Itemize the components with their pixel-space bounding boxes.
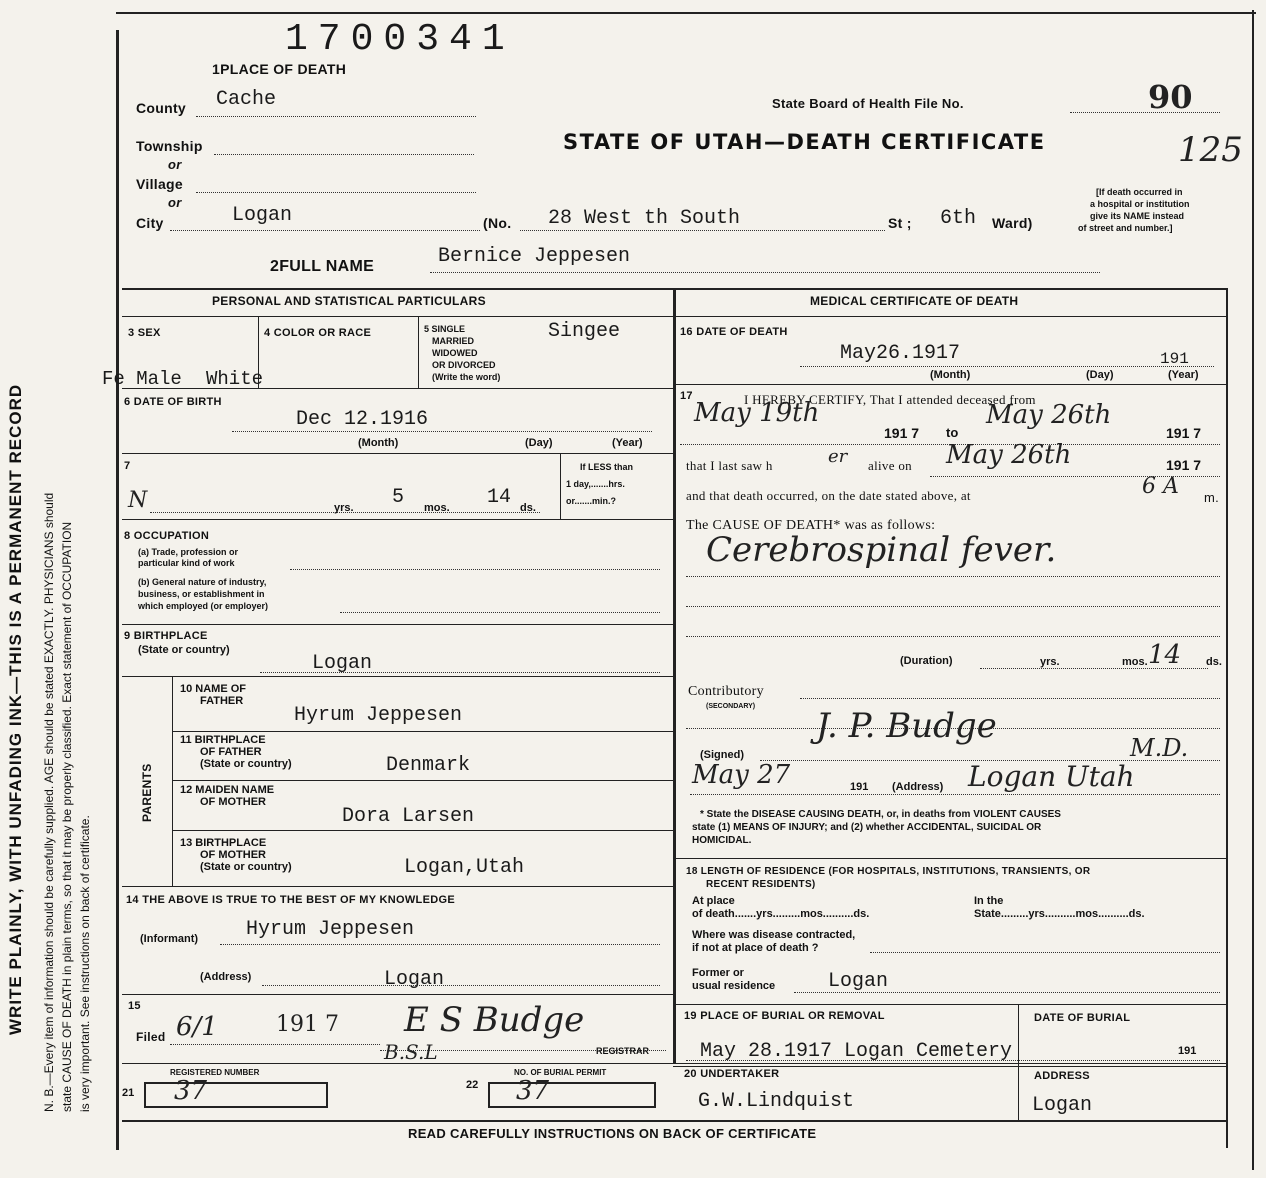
- township-label: Township: [136, 138, 203, 154]
- sidebar-write-plainly: WRITE PLAINLY, WITH UNFADING INK—THIS IS A PERMANENT RECORD: [6, 383, 25, 1035]
- sex-value: Fe Male: [102, 368, 182, 390]
- sidebar-nb-line3: is very important. See instructions on back of certificate.: [78, 815, 92, 1112]
- county-value: Cache: [216, 88, 277, 111]
- sidebar-nb-line2: state CAUSE OF DEATH in plain terms, so that it may be properly classified. Exact statement of OCCUPATION: [60, 521, 74, 1112]
- street-no-label: (No.: [483, 215, 512, 231]
- marital-value: Singee: [548, 320, 621, 343]
- mother-bp-label-3: (State or country): [200, 861, 292, 873]
- frame-right: [1252, 10, 1254, 1170]
- sidebar-nb-line1: N. B.—Every item of information should be carefully supplied. AGE should be stated EXACTLY. PHYSICIANS should: [42, 492, 56, 1112]
- or-label-1: or: [168, 157, 182, 172]
- father-label-2: FATHER: [200, 695, 244, 707]
- undertaker-address-label: ADDRESS: [1034, 1070, 1090, 1082]
- duration-yrs-label: yrs.: [1040, 656, 1060, 668]
- age-yrs-label: yrs.: [334, 502, 354, 514]
- usual-label: usual residence: [692, 980, 776, 992]
- certificate-number: 1700341: [285, 18, 515, 61]
- reg-num-no: 21: [122, 1087, 135, 1099]
- registrar-signature: E S Budge: [404, 1000, 585, 1040]
- informant-label: (Informant): [140, 933, 199, 945]
- street-value: 28 West th South: [548, 207, 741, 230]
- cert-no: 17: [680, 390, 693, 402]
- duration-mos-value: 14: [1148, 640, 1182, 670]
- marital-label-1: 5 SINGLE: [424, 324, 466, 334]
- mother-bp-label-2: OF MOTHER: [200, 849, 266, 861]
- burial-value: May 28.1917 Logan Cemetery: [700, 1040, 1013, 1063]
- frame-left: [116, 30, 119, 1150]
- full-name-label: 2FULL NAME: [270, 258, 375, 275]
- signed-date: May 27: [692, 760, 791, 790]
- residence-label-2: RECENT RESIDENTS): [706, 879, 816, 890]
- mother-bp-label-1: 13 BIRTHPLACE: [180, 837, 267, 849]
- attended-y1: 191 7: [884, 425, 920, 441]
- occupation-b-3: which employed (or employer): [138, 601, 269, 611]
- burial-permit-label: NO. OF BURIAL PERMIT: [514, 1068, 607, 1077]
- burial-year: 191: [1178, 1045, 1197, 1057]
- alive-on-label: alive on: [868, 458, 912, 473]
- reg-num-box: [144, 1082, 328, 1108]
- birthplace-label: 9 BIRTHPLACE: [124, 630, 208, 642]
- father-bp-label-3: (State or country): [200, 758, 292, 770]
- parents-label: PARENTS: [140, 763, 154, 822]
- file-number-value: 90: [1148, 78, 1193, 116]
- certificate-title: STATE OF UTAH—DEATH CERTIFICATE: [563, 130, 1046, 154]
- age-mos-value: 5: [392, 486, 405, 509]
- registrar-label: REGISTRAR: [596, 1046, 650, 1056]
- footer-instructions: READ CAREFULLY INSTRUCTIONS ON BACK OF CERTIFICATE: [408, 1126, 817, 1141]
- reg-num-value: 37: [174, 1076, 208, 1106]
- occupation-a-1: (a) Trade, profession or: [138, 547, 239, 557]
- filed-label: Filed: [136, 1030, 166, 1044]
- age-days-value: 14: [487, 486, 512, 509]
- former-residence-value: Logan: [828, 970, 889, 993]
- signed-label: (Signed): [700, 749, 744, 761]
- occupation-b-1: (b) General nature of industry,: [138, 577, 267, 587]
- age-ds-label: ds.: [520, 502, 536, 514]
- occurred-label: and that death occurred, on the date stated above, at: [686, 488, 971, 503]
- burial-label: 19 PLACE OF BURIAL OR REMOVAL: [684, 1010, 885, 1022]
- less-than-3: or.......min.?: [566, 496, 617, 506]
- dod-value: May26.1917: [840, 342, 961, 365]
- last-saw-label: that I last saw h: [686, 458, 773, 473]
- father-bp-value: Denmark: [386, 754, 471, 777]
- dob-day-label: (Day): [525, 437, 553, 449]
- village-label: Village: [136, 176, 183, 192]
- secondary-label: (SECONDARY): [706, 703, 756, 710]
- date-burial-label: DATE OF BURIAL: [1034, 1012, 1131, 1024]
- certify-text: I HEREBY CERTIFY, That I attended deceased from: [744, 392, 1036, 407]
- burial-permit-box: [488, 1082, 656, 1108]
- medical-header: MEDICAL CERTIFICATE OF DEATH: [810, 294, 1019, 308]
- attended-to: to: [946, 425, 959, 440]
- footnote-line1: * State the DISEASE CAUSING DEATH, or, in deaths from VIOLENT CAUSES: [700, 809, 1061, 820]
- hospital-note-1: [If death occurred in: [1096, 187, 1183, 197]
- dod-label: 16 DATE OF DEATH: [680, 326, 788, 338]
- less-than-1: If LESS than: [580, 462, 634, 472]
- footnote-line2: state (1) MEANS OF INJURY; and (2) whether ACCIDENTAL, SUICIDAL OR: [692, 822, 1042, 833]
- last-saw-er: er: [828, 446, 848, 467]
- cause-value: Cerebrospinal fever.: [706, 530, 1057, 570]
- dod-year-label: (Year): [1168, 369, 1199, 381]
- contracted-label: Where was disease contracted,: [692, 929, 856, 941]
- frame-top: [116, 12, 1256, 14]
- mother-value: Dora Larsen: [342, 805, 475, 828]
- ward-label: Ward): [992, 215, 1033, 231]
- signed-year: 191: [850, 781, 869, 793]
- in-the-label: In the: [974, 895, 1004, 907]
- dod-year: 191: [1160, 350, 1189, 368]
- father-label-1: 10 NAME OF: [180, 683, 247, 695]
- father-value: Hyrum Jeppesen: [294, 704, 463, 727]
- registrar-initials: B.S.L: [384, 1040, 438, 1064]
- attended-y2: 191 7: [1166, 425, 1202, 441]
- marital-label-4: OR DIVORCED: [432, 360, 496, 370]
- death-time: 6 A: [1142, 474, 1179, 499]
- former-label: Former or: [692, 967, 744, 979]
- marital-label-3: WIDOWED: [432, 348, 478, 358]
- handwritten-125: 125: [1178, 130, 1243, 170]
- attended-from: May 19th: [694, 398, 820, 428]
- not-at-place-label: if not at place of death ?: [692, 942, 819, 954]
- signed-address: Logan Utah: [968, 760, 1135, 793]
- age-mark: N: [128, 488, 148, 513]
- undertaker-address-value: Logan: [1032, 1094, 1093, 1117]
- filed-date: 6/1: [176, 1012, 218, 1042]
- age-label: 7: [124, 460, 131, 472]
- footnote-line3: HOMICIDAL.: [692, 835, 752, 846]
- at-place-label: At place: [692, 895, 735, 907]
- less-than-2: 1 day,.......hrs.: [566, 479, 625, 489]
- county-label: County: [136, 100, 187, 116]
- grid-right: [1226, 288, 1228, 1148]
- residence-label: 18 LENGTH OF RESIDENCE (FOR HOSPITALS, INSTITUTIONS, TRANSIENTS, OR: [686, 866, 1091, 877]
- duration-mos-label: mos.: [1122, 656, 1148, 668]
- or-label-2: or: [168, 195, 182, 210]
- undertaker-value: G.W.Lindquist: [698, 1090, 855, 1113]
- color-value: White: [206, 368, 264, 390]
- birthplace-value: Logan: [312, 652, 373, 675]
- sex-label: 3 SEX: [128, 327, 161, 339]
- hospital-note-3: give its NAME instead: [1090, 211, 1185, 221]
- m-label: m.: [1204, 490, 1220, 505]
- birthplace-state-label: (State or country): [138, 644, 230, 656]
- filed-year: 191 7: [276, 1012, 339, 1037]
- father-bp-label-1: 11 BIRTHPLACE: [180, 734, 266, 746]
- alive-date: May 26th: [946, 440, 1072, 470]
- duration-ds-label: ds.: [1206, 656, 1222, 668]
- occupation-a-2: particular kind of work: [138, 558, 235, 568]
- informant-value: Hyrum Jeppesen: [246, 918, 415, 941]
- of-death-label: of death.......yrs.........mos..........ds.: [692, 908, 870, 920]
- color-label: 4 COLOR OR RACE: [264, 327, 372, 339]
- occupation-label: 8 OCCUPATION: [124, 530, 210, 542]
- city-label: City: [136, 215, 164, 231]
- mother-label-1: 12 MAIDEN NAME: [180, 784, 275, 796]
- dod-month-label: (Month): [930, 369, 971, 381]
- mother-bp-value: Logan,Utah: [404, 856, 525, 879]
- mother-label-2: OF MOTHER: [200, 796, 266, 808]
- signed-address-label: (Address): [892, 781, 944, 793]
- full-name-value: Bernice Jeppesen: [438, 245, 631, 268]
- age-mos-label: mos.: [424, 502, 450, 514]
- filed-number: 15: [128, 1000, 141, 1012]
- alive-y3: 191 7: [1166, 457, 1202, 473]
- burial-permit-no: 22: [466, 1079, 479, 1091]
- marital-label-2: MARRIED: [432, 336, 474, 346]
- duration-label: (Duration): [900, 655, 953, 667]
- undertaker-label: 20 UNDERTAKER: [684, 1068, 780, 1080]
- hospital-note-4: of street and number.]: [1078, 223, 1173, 233]
- occupation-b-2: business, or establishment in: [138, 589, 265, 599]
- cause-label: The CAUSE OF DEATH* was as follows:: [686, 518, 936, 533]
- hospital-note-2: a hospital or institution: [1090, 199, 1190, 209]
- burial-permit-value: 37: [516, 1076, 550, 1106]
- father-bp-label-2: OF FATHER: [200, 746, 262, 758]
- grid-center: [673, 288, 676, 1063]
- city-value: Logan: [232, 204, 293, 227]
- knowledge-label: 14 THE ABOVE IS TRUE TO THE BEST OF MY KNOWLEDGE: [126, 894, 455, 906]
- physician-suffix: M.D.: [1130, 734, 1189, 762]
- personal-header: PERSONAL AND STATISTICAL PARTICULARS: [212, 294, 486, 308]
- attended-to-date: May 26th: [986, 400, 1112, 430]
- dob-year-label: (Year): [612, 437, 643, 449]
- dob-month-label: (Month): [358, 437, 399, 449]
- marital-label-5: (Write the word): [432, 372, 501, 382]
- contributory-label: Contributory: [688, 684, 764, 699]
- physician-signature: J. P. Budge: [816, 706, 997, 746]
- state-line-label: State.........yrs..........mos..........ds.: [974, 908, 1145, 920]
- file-number-label: State Board of Health File No.: [772, 96, 964, 111]
- informant-address-label: (Address): [200, 971, 252, 983]
- place-of-death-label: 1PLACE OF DEATH: [212, 61, 347, 77]
- reg-num-label: REGISTERED NUMBER: [170, 1068, 260, 1077]
- informant-address-value: Logan: [384, 968, 445, 991]
- street-st-label: St ;: [888, 215, 912, 231]
- dob-label: 6 DATE OF BIRTH: [124, 396, 222, 408]
- dob-value: Dec 12.1916: [296, 408, 429, 431]
- dod-day-label: (Day): [1086, 369, 1114, 381]
- ward-value: 6th: [940, 207, 977, 230]
